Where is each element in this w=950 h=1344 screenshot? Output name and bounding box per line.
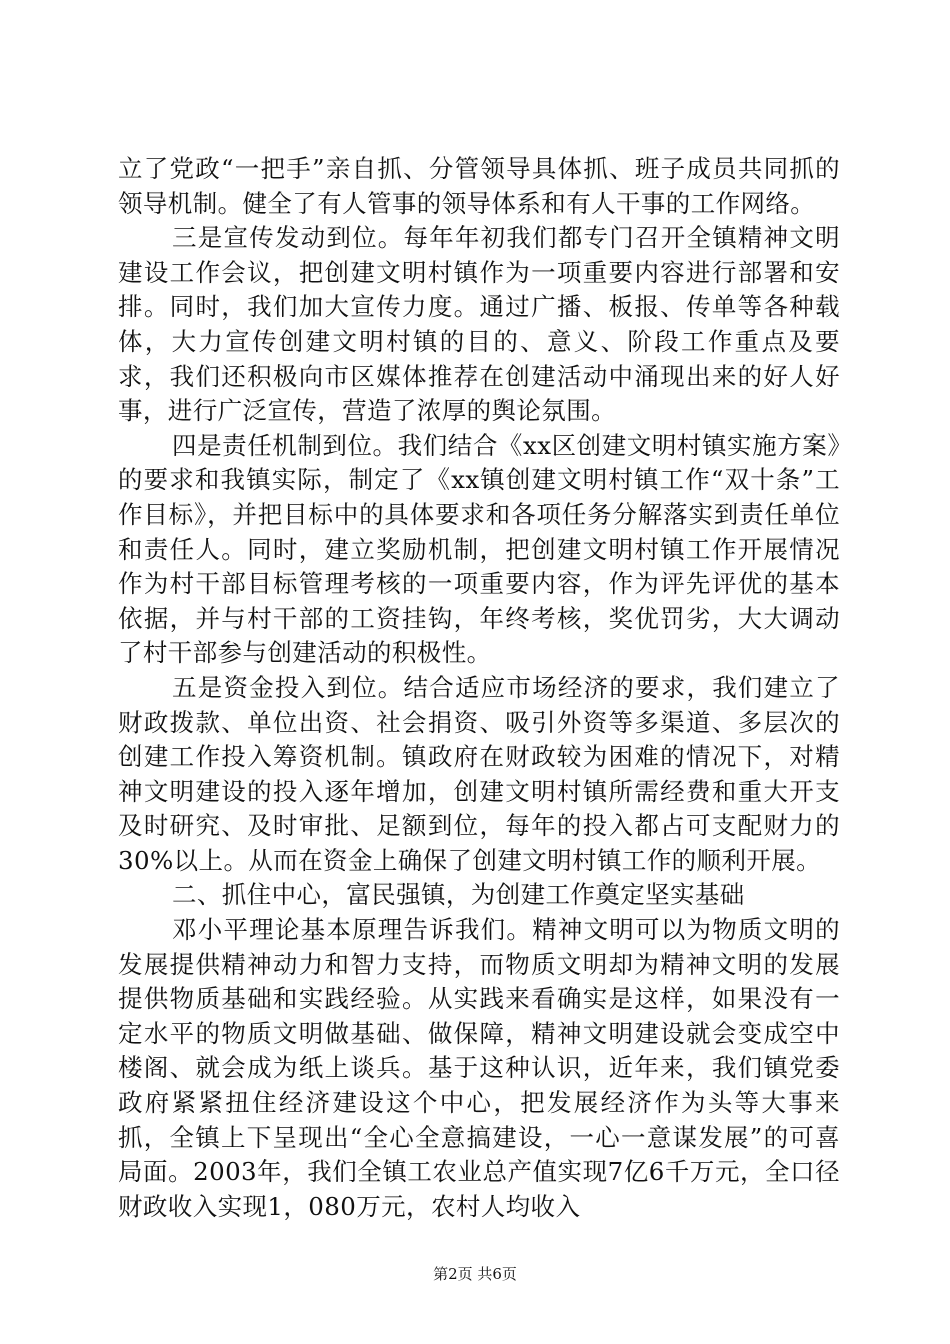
- document-body: [118, 152, 840, 1224]
- section-heading-economy: 二、抓住中心，富民强镇，为创建工作奠定坚实基础: [172, 880, 745, 910]
- paragraph-responsibility: 四是责任机制到位。我们结合《xx区创建文明村镇实施方案》的要求和我镇实际，制定了《xx镇创建文明村镇工作“双十条”工作目标》，并把目标中的具体要求和各项任务分解落实到责任单位和责任人。同时，建立奖励机制，把创建文明村镇工作开展情况作为村干部目标管理考核的一项重要内容，作为评先评优的基本依据，并与村干部的工资挂钩，年终考核，奖优罚劣，大大调动了村干部参与创建活动的积极性。: [118, 430, 840, 668]
- page-number-indicator: 第2页 共6页: [433, 1265, 517, 1283]
- paragraph-publicity: 三是宣传发动到位。每年年初我们都专门召开全镇精神文明建设工作会议，把创建文明村镇作为一项重要内容进行部署和安排。同时，我们加大宣传力度。通过广播、板报、传单等各种载体，大力宣传创建文明村镇的目的、意义、阶段工作重点及要求，我们还积极向市区媒体推荐在创建活动中涌现出来的好人好事，进行广泛宣传，营造了浓厚的舆论氛围。: [118, 223, 840, 426]
- paragraph-economic-development: 邓小平理论基本原理告诉我们。精神文明可以为物质文明的发展提供精神动力和智力支持，而物质文明却为精神文明的发展提供物质基础和实践经验。从实践来看确实是这样，如果没有一定水平的物质文明做基础、做保障，精神文明建设就会变成空中楼阁、就会成为纸上谈兵。基于这种认识，近年来，我们镇党委政府紧紧扭住经济建设这个中心，把发展经济作为头等大事来抓，全镇上下呈现出“全心全意搞建设，一心一意谋发展”的可喜局面。2003年，我们全镇工农业总产值实现7亿6千万元，全口径财政收入实现1，080万元，农村人均收入: [118, 915, 840, 1221]
- paragraph-funding: 五是资金投入到位。结合适应市场经济的要求，我们建立了财政拨款、单位出资、社会捐资、吸引外资等多渠道、多层次的创建工作投入筹资机制。镇政府在财政较为困难的情况下，对精神文明建设的投入逐年增加，创建文明村镇所需经费和重大开支及时研究、及时审批、足额到位，每年的投入都占可支配财力的30%以上。从而在资金上确保了创建文明村镇工作的顺利开展。: [118, 672, 840, 875]
- paragraph-leadership-mechanism: 立了党政“一把手”亲自抓、分管领导具体抓、班子成员共同抓的领导机制。健全了有人管事的领导体系和有人干事的工作网络。: [118, 154, 840, 218]
- page-footer: [0, 1264, 950, 1284]
